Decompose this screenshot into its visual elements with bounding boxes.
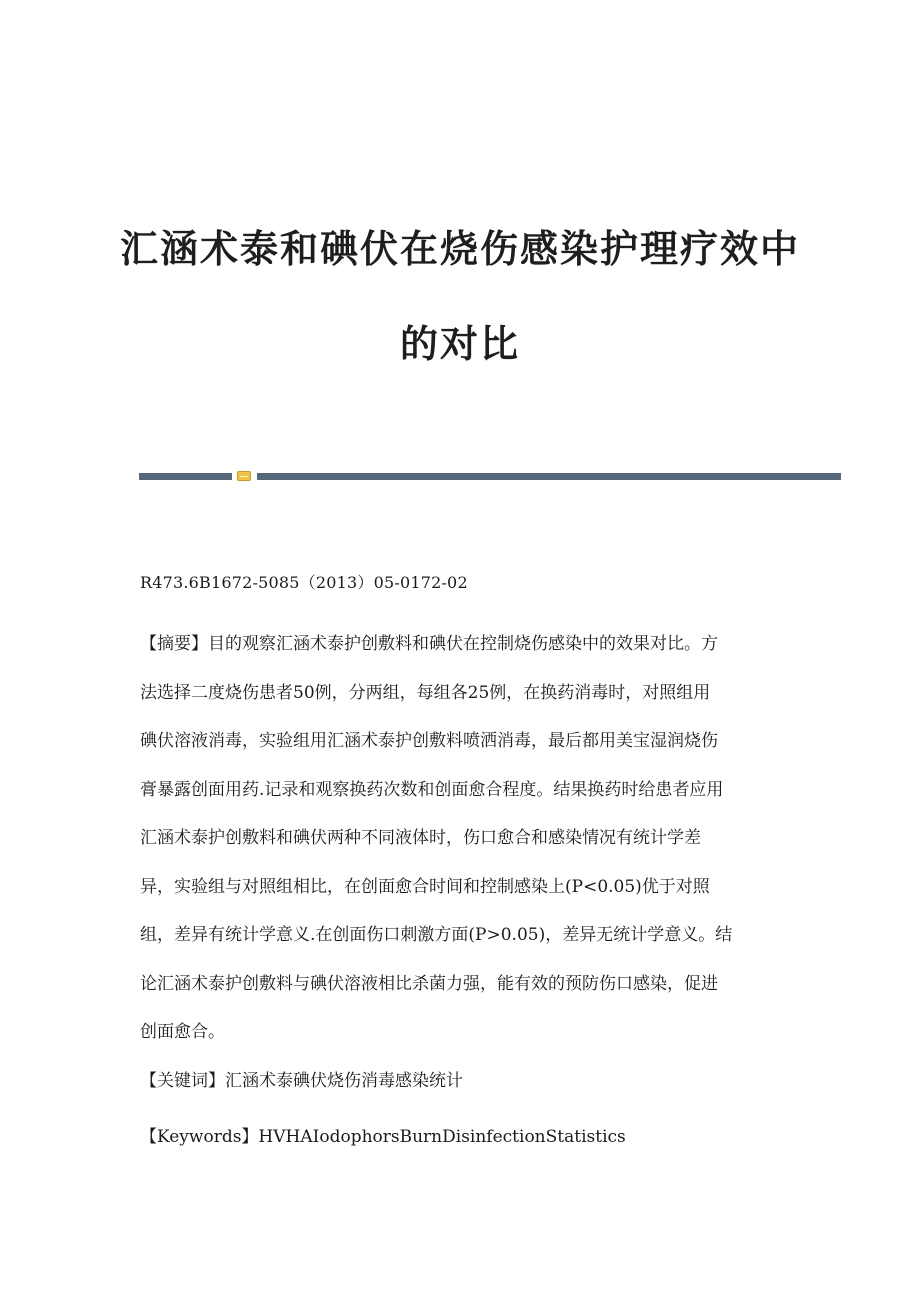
abstract-line: 论汇涵术泰护创敷料与碘伏溶液相比杀菌力强，能有效的预防伤口感染，促进 [140, 973, 718, 994]
document-title-line2: 的对比 [399, 322, 520, 366]
abstract-line: 汇涵术泰护创敷料和碘伏两种不同液体时，伤口愈合和感染情况有统计学差 [140, 828, 701, 848]
divider-ornament-icon [237, 471, 251, 481]
abstract-paragraph [140, 620, 780, 1057]
title-divider [139, 471, 841, 481]
abstract-line: 异，实验组与对照组相比，在创面愈合时间和控制感染上(P<0.05)优于对照 [140, 876, 710, 897]
abstract-line: 碘伏溶液消毒，实验组用汇涵术泰护创敷料喷洒消毒，最后都用美宝湿润烧伤 [140, 731, 718, 751]
divider-bar-right [257, 473, 841, 480]
document-title-line1: 汇涵术泰和碘伏在烧伤感染护理疗效中 [119, 227, 800, 271]
abstract-line: 法选择二度烧伤患者50例，分两组，每组各25例，在换药消毒时，对照组用 [140, 682, 711, 703]
abstract-line: 【摘要】目的观察汇涵术泰护创敷料和碘伏在控制烧伤感染中的效果对比。方 [140, 634, 718, 654]
keywords-english: 【Keywords】HVHAIodophorsBurnDisinfectionStatistics [140, 1127, 626, 1147]
classification-number: R473.6B1672-5085（2013）05-0172-02 [140, 573, 468, 592]
abstract-line: 膏暴露创面用药.记录和观察换药次数和创面愈合程度。结果换药时给患者应用 [140, 779, 724, 800]
abstract-line: 组，差异有统计学意义.在创面伤口刺激方面(P>0.05)，差异无统计学意义。结 [140, 925, 733, 945]
keywords-chinese: 【关键词】汇涵术泰碘伏烧伤消毒感染统计 [140, 1071, 463, 1091]
divider-bar-left [139, 473, 232, 480]
abstract-line: 创面愈合。 [140, 1022, 225, 1042]
